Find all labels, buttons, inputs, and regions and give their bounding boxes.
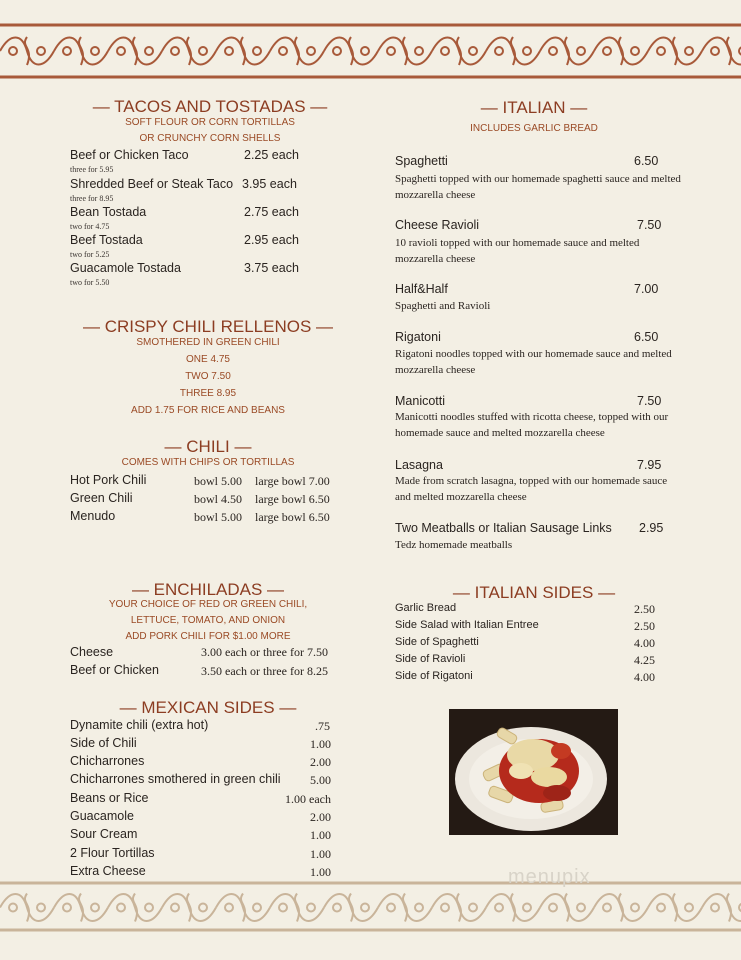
taco-item-note: two for 5.50	[70, 278, 110, 287]
chili-bowl-price: bowl 5.00	[194, 474, 242, 488]
italian-title: — ITALIAN —	[480, 98, 588, 117]
rellenos-line: THREE 8.95	[179, 388, 237, 399]
italian-side-name: Side Salad with Italian Entree	[395, 619, 539, 631]
mexican-sides-title: — MEXICAN SIDES —	[119, 698, 297, 717]
chili-item-name: Menudo	[70, 509, 116, 523]
chili-bowl-price: bowl 5.00	[194, 510, 242, 524]
enchiladas-line: YOUR CHOICE OF RED OR GREEN CHILI,	[108, 599, 308, 610]
mexican-side-price: 1.00	[310, 737, 331, 751]
italian-subtitle: INCLUDES GARLIC BREAD	[470, 123, 598, 134]
chili-bowl-price: bowl 4.50	[194, 492, 242, 506]
rellenos-line: ADD 1.75 FOR RICE AND BEANS	[131, 405, 285, 416]
taco-item-name: Beef or Chicken Taco	[70, 148, 189, 162]
mexican-side-price: 1.00	[310, 847, 331, 861]
italian-item-price: 7.00	[634, 282, 659, 296]
italian-item-name: Rigatoni	[395, 330, 441, 344]
mexican-side-name: Chicharrones	[70, 754, 145, 768]
taco-item-price: 2.25 each	[244, 148, 299, 162]
italian-item-desc: Rigatoni noodles topped with our homemade sauce and melted mozzarella cheese	[395, 348, 672, 376]
italian-item-name: Spaghetti	[395, 154, 448, 168]
mexican-side-price: 5.00	[310, 773, 331, 787]
italian-item-price: 7.50	[637, 218, 662, 232]
rellenos-line: SMOTHERED IN GREEN CHILI	[136, 337, 280, 348]
mexican-side-name: Chicharrones smothered in green chili	[70, 772, 281, 786]
enchiladas-line: ADD PORK CHILI FOR $1.00 MORE	[125, 631, 291, 642]
taco-item-note: two for 4.75	[70, 222, 110, 231]
italian-side-price: 4.25	[634, 653, 655, 667]
mexican-side-name: Beans or Rice	[70, 791, 149, 805]
taco-item-price: 2.95 each	[244, 233, 299, 247]
italian-side-price: 4.00	[634, 636, 655, 650]
chili-large-price: large bowl 7.00	[255, 474, 330, 488]
mexican-side-price: 1.00	[310, 865, 331, 879]
enchilada-item-name: Beef or Chicken	[70, 663, 159, 677]
mexican-side-name: Dynamite chili (extra hot)	[70, 718, 209, 732]
italian-item-name: Lasagna	[395, 458, 443, 472]
taco-item-note: three for 8.95	[70, 194, 114, 203]
mexican-side-name: 2 Flour Tortillas	[70, 846, 155, 860]
enchiladas-title: — ENCHILADAS —	[131, 580, 285, 599]
enchilada-item-name: Cheese	[70, 645, 114, 659]
mexican-side-price: 2.00	[310, 755, 331, 769]
mexican-side-name: Sour Cream	[70, 827, 138, 841]
tacos-title: — TACOS AND TOSTADAS —	[92, 97, 328, 116]
italian-side-price: 2.50	[634, 619, 655, 633]
rellenos-line: ONE 4.75	[186, 354, 230, 365]
italian-side-name: Garlic Bread	[395, 602, 457, 614]
taco-item-note: three for 5.95	[70, 165, 114, 174]
enchilada-item-price: 3.00 each or three for 7.50	[201, 645, 328, 659]
chili-large-price: large bowl 6.50	[255, 492, 330, 506]
mexican-side-price: 1.00 each	[285, 792, 331, 806]
chili-title: — CHILI —	[164, 437, 252, 456]
mexican-side-name: Side of Chili	[70, 736, 137, 750]
italian-side-name: Side of Ravioli	[395, 653, 466, 665]
taco-item-price: 3.95 each	[242, 177, 297, 191]
chili-item-name: Hot Pork Chili	[70, 473, 147, 487]
italian-item-name: Cheese Ravioli	[395, 218, 480, 232]
menupix-watermark: menupix	[508, 866, 591, 888]
top-ornamental-border	[0, 22, 741, 80]
italian-sides-title: — ITALIAN SIDES —	[452, 583, 616, 602]
italian-item-desc: Made from scratch lasagna, topped with our homemade sauce and melted mozzarella cheese	[395, 475, 668, 503]
italian-item-price: 6.50	[634, 154, 659, 168]
mexican-side-name: Guacamole	[70, 809, 134, 823]
italian-item-desc: Spaghetti topped with our homemade spaghetti sauce and melted mozzarella cheese	[395, 173, 681, 201]
taco-item-name: Bean Tostada	[70, 205, 147, 219]
chili-subtitle: COMES WITH CHIPS OR TORTILLAS	[121, 457, 295, 468]
chili-large-price: large bowl 6.50	[255, 510, 330, 524]
mexican-side-price: .75	[315, 719, 330, 733]
mexican-side-name: Extra Cheese	[70, 864, 146, 878]
italian-item-desc: Tedz homemade meatballs	[395, 539, 513, 551]
rellenos-title: — CRISPY CHILI RELLENOS —	[82, 317, 334, 336]
italian-item-desc: Manicotti noodles stuffed with ricotta cheese, topped with our homemade sauce and melted mozzarella cheese	[395, 411, 669, 439]
mexican-side-price: 2.00	[310, 810, 331, 824]
italian-item-name: Half&Half	[395, 282, 448, 296]
tacos-subtitle-1: SOFT FLOUR OR CORN TORTILLAS	[125, 117, 295, 128]
enchilada-item-price: 3.50 each or three for 8.25	[201, 664, 328, 678]
italian-side-price: 2.50	[634, 602, 655, 616]
chili-item-name: Green Chili	[70, 491, 133, 505]
enchiladas-line: LETTUCE, TOMATO, AND ONION	[130, 615, 286, 626]
taco-item-note: two for 5.25	[70, 250, 110, 259]
italian-side-price: 4.00	[634, 670, 655, 684]
italian-item-desc: Spaghetti and Ravioli	[395, 300, 491, 312]
italian-item-price: 7.95	[637, 458, 662, 472]
italian-item-name: Two Meatballs or Italian Sausage Links	[395, 521, 612, 535]
italian-side-name: Side of Rigatoni	[395, 670, 473, 682]
rigatoni-photo	[449, 709, 618, 835]
taco-item-name: Guacamole Tostada	[70, 261, 181, 275]
italian-item-name: Manicotti	[395, 394, 446, 408]
bottom-ornamental-border	[0, 880, 741, 935]
taco-item-name: Shredded Beef or Steak Taco	[70, 177, 234, 191]
italian-item-desc: 10 ravioli topped with our homemade sauce and melted mozzarella cheese	[395, 237, 640, 265]
rellenos-line: TWO 7.50	[185, 371, 231, 382]
italian-side-name: Side of Spaghetti	[395, 636, 479, 648]
taco-item-price: 3.75 each	[244, 261, 299, 275]
italian-item-price: 7.50	[637, 394, 662, 408]
italian-item-price: 6.50	[634, 330, 659, 344]
taco-item-name: Beef Tostada	[70, 233, 143, 247]
mexican-side-price: 1.00	[310, 828, 331, 842]
taco-item-price: 2.75 each	[244, 205, 299, 219]
tacos-subtitle-2: OR CRUNCHY CORN SHELLS	[139, 133, 281, 144]
italian-item-price: 2.95	[639, 521, 664, 535]
